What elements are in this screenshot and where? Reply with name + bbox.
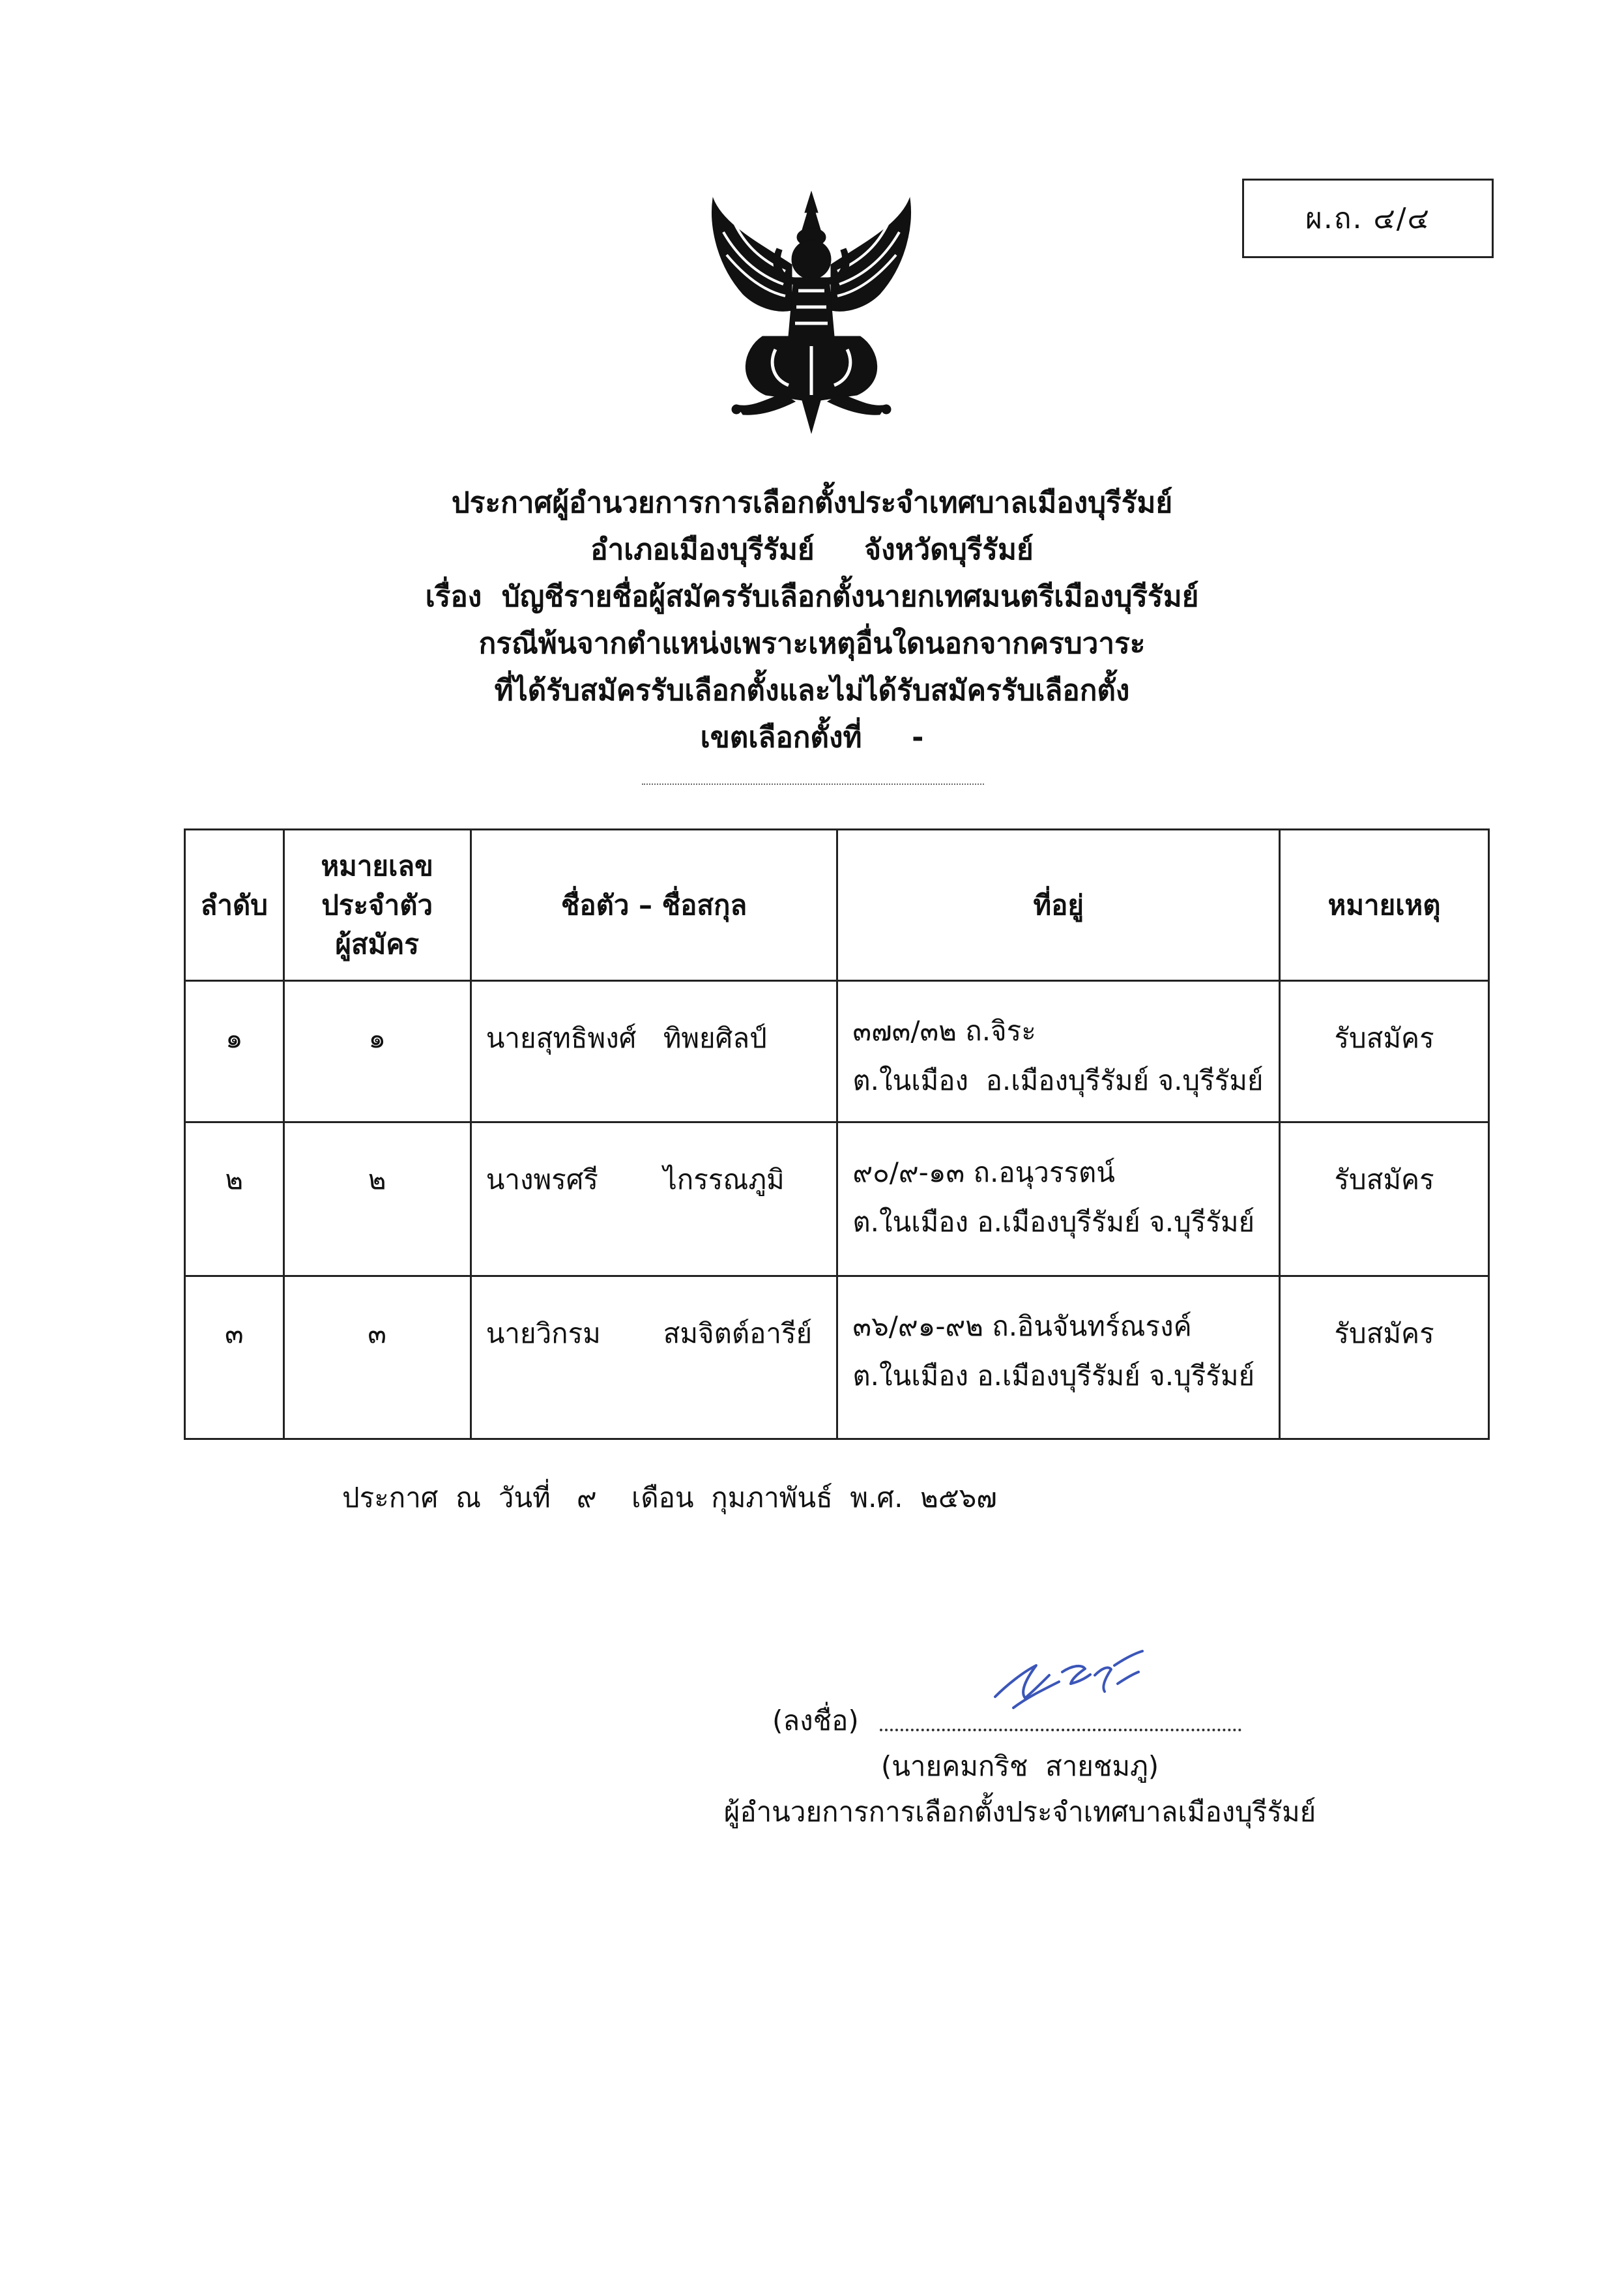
order-cell: ๑ [185,981,284,1122]
order-cell: ๒ [185,1122,284,1276]
address-cell [837,1122,1280,1276]
candidate-table [184,828,1490,1440]
address-cell [837,1276,1280,1439]
address-line-2: ต.ในเมือง อ.เมืองบุรีรัมย์ จ.บุรีรัมย์ [852,1064,1264,1096]
remark-cell: รับสมัคร [1280,1122,1489,1276]
handwritten-signature [987,1646,1147,1718]
last-name: สมจิตต์อารีย์ [663,1317,813,1349]
form-code-box [1242,179,1494,258]
address-line-1: ๓๖/๙๑-๙๒ ถ.อินจันทร์ณรงค์ [852,1310,1192,1342]
signer-name: (นายคมกริช สายชมภู) [880,1750,1159,1782]
header-address: ที่อยู่ [837,830,1280,981]
first-name: นายสุทธิพงศ์ [486,1022,637,1054]
signer-title: ผู้อำนวยการการเลือกตั้งประจำเทศบาลเมืองบุรีรัมย์ [723,1796,1316,1828]
signature-line [880,1713,1241,1731]
address-line-1: ๙๐/๙-๑๓ ถ.อนุวรรตน์ [852,1156,1115,1188]
garuda-emblem [704,186,919,437]
table-row [185,1122,1489,1276]
order-cell: ๓ [185,1276,284,1439]
table-header-row [185,830,1489,981]
first-name: นายวิกรม [486,1317,601,1349]
address-line-2: ต.ในเมือง อ.เมืองบุรีรัมย์ จ.บุรีรัมย์ [852,1360,1255,1392]
candidate-number-cell: ๒ [283,1122,471,1276]
header-name: ชื่อตัว – ชื่อสกุล [471,830,837,981]
address-line-2: ต.ในเมือง อ.เมืองบุรีรัมย์ จ.บุรีรัมย์ [852,1206,1255,1238]
last-name: ทิพยศิลป์ [663,1022,767,1054]
dotted-divider [642,784,984,785]
remark-cell: รับสมัคร [1280,981,1489,1122]
signature-label: (ลงชื่อ) [772,1705,859,1736]
address-cell [837,981,1280,1122]
heading-line-1: ประกาศผู้อำนวยการการเลือกตั้งประจำเทศบาลเมืองบุรีรัมย์ [451,486,1173,520]
name-cell [471,981,837,1122]
header-candidate-number: หมายเลข ประจำตัว ผู้สมัคร [283,830,471,981]
table-row [185,1276,1489,1439]
heading-line-6: เขตเลือกตั้งที่ - [700,721,924,754]
header-remark: หมายเหตุ [1280,830,1489,981]
announcement-date: ประกาศ ณ วันที่ ๙ เดือน กุมภาพันธ์ พ.ศ. ๒๕๖๗ [342,1482,997,1514]
remark-cell: รับสมัคร [1280,1276,1489,1439]
heading-line-3: เรื่อง บัญชีรายชื่อผู้สมัครรับเลือกตั้งนายกเทศมนตรีเมืองบุรีรัมย์ [425,580,1199,613]
address-line-1: ๓๗๓/๓๒ ถ.จิระ [852,1015,1036,1047]
heading-line-4: กรณีพ้นจากตำแหน่งเพราะเหตุอื่นใดนอกจากครบวาระ [478,627,1146,660]
announcement-heading [0,480,1624,761]
form-code: ผ.ถ. ๔/๔ [1305,202,1430,235]
candidate-number-cell: ๑ [283,981,471,1122]
first-name: นางพรศรี [486,1164,598,1195]
name-cell [471,1276,837,1439]
header-order: ลำดับ [185,830,284,981]
name-cell [471,1122,837,1276]
heading-line-5: ที่ได้รับสมัครรับเลือกตั้งและไม่ได้รับสมัครรับเลือกตั้ง [494,674,1130,707]
table-row [185,981,1489,1122]
candidate-number-cell: ๓ [283,1276,471,1439]
last-name: ไกรรณภูมิ [663,1164,785,1195]
heading-line-2: อำเภอเมืองบุรีรัมย์ จังหวัดบุรีรัมย์ [590,533,1034,566]
